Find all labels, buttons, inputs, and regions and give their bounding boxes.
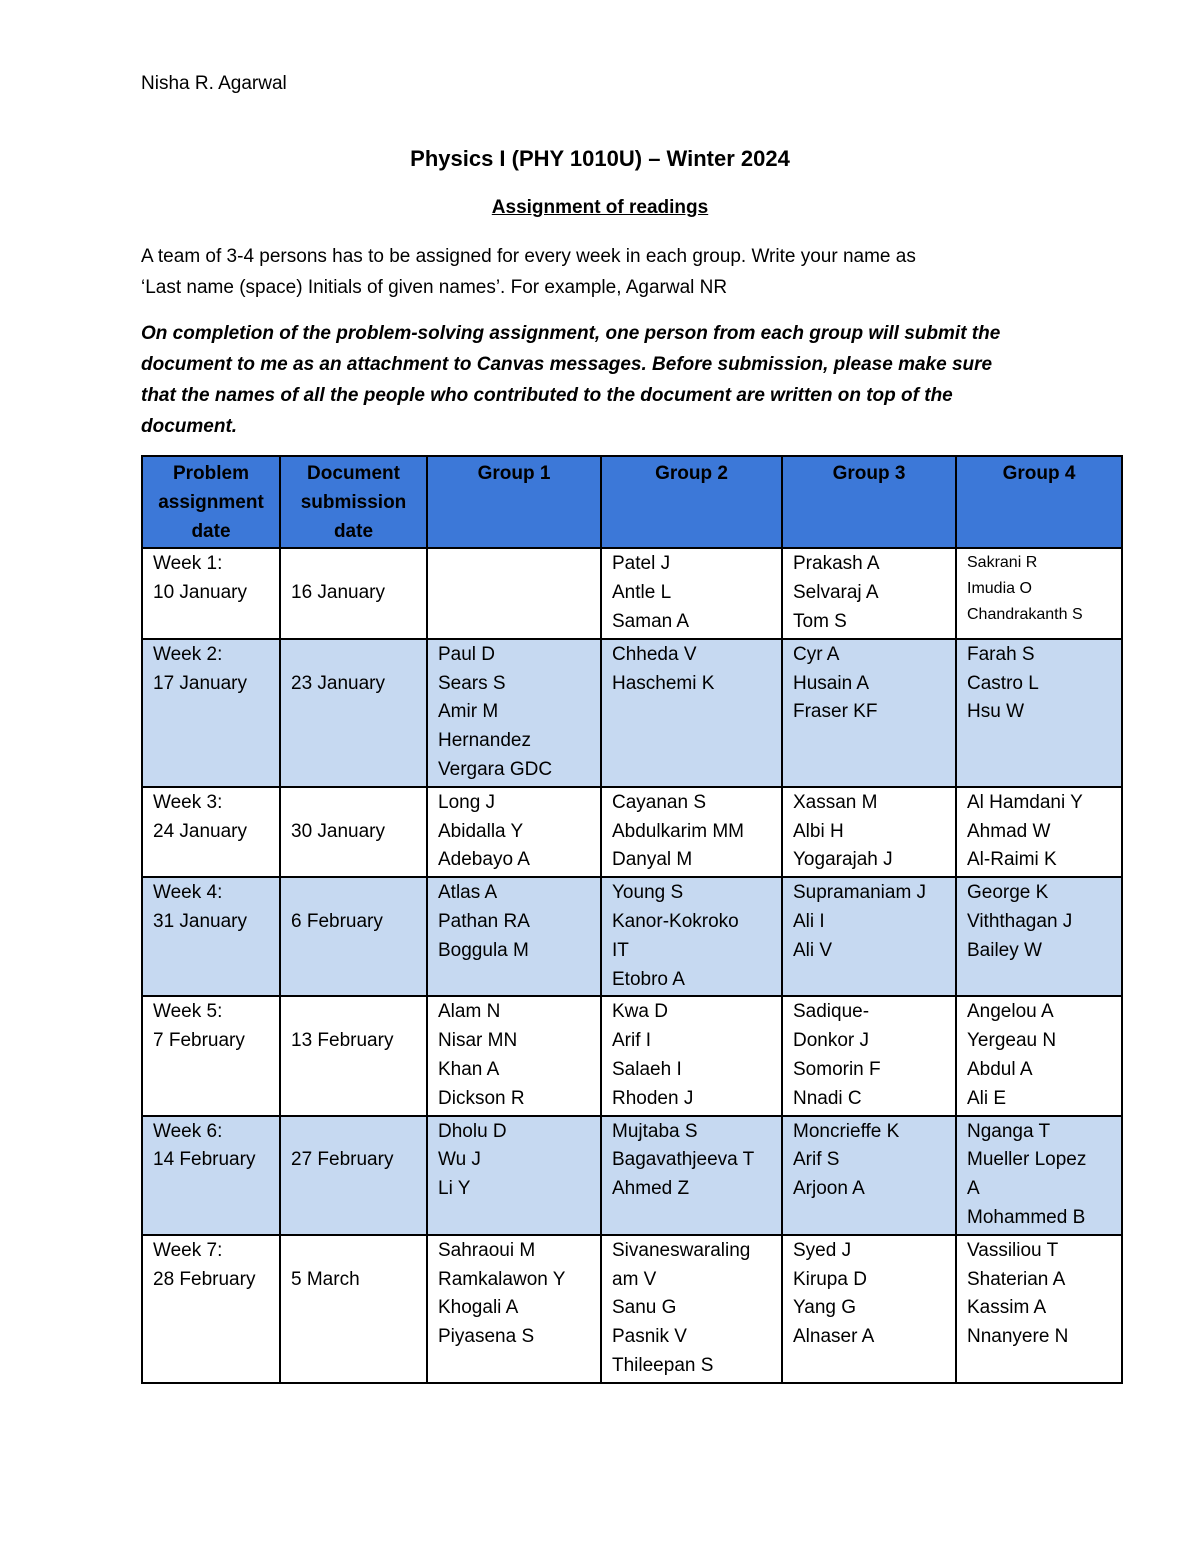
member-name: Kanor-Kokroko	[612, 910, 739, 932]
member-name: Chheda V	[612, 643, 697, 665]
member-name: Mueller Lopez	[967, 1149, 1087, 1171]
member-name: Abdulkarim MM	[612, 820, 744, 842]
member-name: Yergeau N	[967, 1030, 1057, 1052]
header-group-1: Group 1	[427, 456, 601, 548]
group-3-cell	[782, 877, 956, 996]
member-name: Arjoon A	[793, 1178, 865, 1200]
notice-line-4: document.	[141, 416, 238, 437]
member-name: Adebayo A	[438, 849, 530, 871]
member-name: Sivaneswaraling	[612, 1239, 751, 1261]
group-4-cell	[956, 787, 1122, 877]
table-row	[142, 639, 1122, 787]
cell-spacer	[291, 1118, 421, 1147]
week-line: Week 2:	[153, 643, 223, 665]
member-name: Danyal M	[612, 849, 693, 871]
member-name: Selvaraj A	[793, 582, 879, 604]
member-name: Nisar MN	[438, 1030, 518, 1052]
cell-spacer	[291, 1237, 421, 1266]
header-group-2: Group 2	[601, 456, 782, 548]
table-body	[142, 548, 1122, 1382]
table-row	[142, 787, 1122, 877]
member-name: Yogarajah J	[793, 849, 893, 871]
week-line: Week 7:	[153, 1239, 223, 1261]
group-2-cell	[601, 996, 782, 1115]
submission-date: 27 February	[291, 1149, 394, 1171]
member-name: Khogali A	[438, 1297, 519, 1319]
group-3-cell	[782, 996, 956, 1115]
week-line: 24 January	[153, 820, 248, 842]
member-name: Syed J	[793, 1239, 852, 1261]
member-name: Sadique-	[793, 1001, 870, 1023]
member-name: Vergara GDC	[438, 758, 553, 780]
table-row	[142, 1116, 1122, 1235]
table-row	[142, 877, 1122, 996]
week-line: 31 January	[153, 910, 248, 932]
week-line: Week 6:	[153, 1120, 223, 1142]
cell-spacer	[291, 998, 421, 1027]
member-name: Piyasena S	[438, 1326, 535, 1348]
member-name: Alam N	[438, 1001, 501, 1023]
group-2-cell	[601, 548, 782, 638]
week-line: Week 3:	[153, 791, 223, 813]
header-problem-assignment-date: Problem assignment date	[142, 456, 280, 548]
member-name: Donkor J	[793, 1030, 870, 1052]
table-row	[142, 1235, 1122, 1383]
week-line: Week 1:	[153, 553, 223, 575]
member-name: Boggula M	[438, 939, 529, 961]
member-name: Atlas A	[438, 882, 498, 904]
cell-spacer	[291, 879, 421, 908]
document-subtitle: Assignment of readings	[491, 197, 709, 218]
member-name: Vassiliou T	[967, 1239, 1059, 1261]
cell-spacer	[291, 550, 421, 579]
member-name: Li Y	[438, 1178, 471, 1200]
member-name: Antle L	[612, 582, 672, 604]
member-name: Arif I	[612, 1030, 652, 1052]
member-name: Patel J	[612, 553, 671, 575]
submission-date: 5 March	[291, 1268, 360, 1290]
table-row	[142, 548, 1122, 638]
member-name: Sears S	[438, 672, 506, 694]
member-name: Abidalla Y	[438, 820, 524, 842]
notice-line-2: document to me as an attachment to Canvas messages. Before submission, please make sure	[141, 354, 993, 375]
member-name: Hsu W	[967, 701, 1024, 723]
document-title: Physics I (PHY 1010U) – Winter 2024	[410, 146, 790, 171]
group-1-cell	[427, 639, 601, 787]
member-name: Cyr A	[793, 643, 840, 665]
submission-date-cell	[280, 548, 427, 638]
week-cell	[142, 996, 280, 1115]
notice-line-1: On completion of the problem-solving assignment, one person from each group will submit the	[141, 323, 1001, 344]
member-name: Shaterian A	[967, 1268, 1066, 1290]
member-name: Castro L	[967, 672, 1039, 694]
group-3-cell	[782, 1116, 956, 1235]
member-name: Al-Raimi K	[967, 849, 1057, 871]
reading-schedule-table	[141, 455, 1123, 1384]
member-name: Fraser KF	[793, 701, 878, 723]
submission-date-cell	[280, 996, 427, 1115]
group-1-cell	[427, 1235, 601, 1383]
week-line: 10 January	[153, 582, 248, 604]
group-3-cell	[782, 548, 956, 638]
group-3-cell	[782, 1235, 956, 1383]
member-name: Alnaser A	[793, 1326, 875, 1348]
member-name: Sakrani R	[967, 554, 1038, 572]
member-name: Pasnik V	[612, 1326, 687, 1348]
week-cell	[142, 1235, 280, 1383]
member-name: Cayanan S	[612, 791, 707, 813]
group-2-cell	[601, 877, 782, 996]
member-name: Kwa D	[612, 1001, 668, 1023]
member-name: Somorin F	[793, 1058, 881, 1080]
group-4-cell	[956, 1116, 1122, 1235]
member-name: Thileepan S	[612, 1354, 714, 1376]
member-name: Ali V	[793, 939, 833, 961]
group-4-cell	[956, 996, 1122, 1115]
member-name: Amir M	[438, 701, 499, 723]
submission-date: 16 January	[291, 582, 386, 604]
member-name: Nnadi C	[793, 1087, 862, 1109]
member-name: Sanu G	[612, 1297, 677, 1319]
member-name: Etobro A	[612, 968, 685, 990]
group-2-cell	[601, 639, 782, 787]
member-name: Ahmad W	[967, 820, 1051, 842]
submission-notice	[141, 318, 1076, 442]
group-2-cell	[601, 787, 782, 877]
group-4-cell	[956, 639, 1122, 787]
week-cell	[142, 787, 280, 877]
member-name: Bagavathjeeva T	[612, 1149, 755, 1171]
intro-line-1: A team of 3-4 persons has to be assigned for every week in each group. Write your name as	[141, 246, 916, 267]
member-name: Saman A	[612, 610, 690, 632]
table-header-row	[142, 456, 1122, 548]
member-name: Wu J	[438, 1149, 481, 1171]
member-name: Viththagan J	[967, 910, 1073, 932]
submission-date-cell	[280, 787, 427, 877]
submission-date: 13 February	[291, 1030, 394, 1052]
member-name: Nganga T	[967, 1120, 1051, 1142]
group-4-cell	[956, 877, 1122, 996]
week-cell	[142, 877, 280, 996]
member-name: Young S	[612, 882, 684, 904]
member-name: Kassim A	[967, 1297, 1047, 1319]
author-name: Nisha R. Agarwal	[141, 73, 287, 94]
submission-date: 6 February	[291, 910, 383, 932]
week-line: Week 5:	[153, 1001, 223, 1023]
member-name: Ali I	[793, 910, 825, 932]
member-name: Prakash A	[793, 553, 880, 575]
member-name: Al Hamdani Y	[967, 791, 1083, 813]
member-name: Haschemi K	[612, 672, 715, 694]
member-name: Angelou A	[967, 1001, 1054, 1023]
week-cell	[142, 1116, 280, 1235]
group-2-cell	[601, 1116, 782, 1235]
submission-date: 30 January	[291, 820, 386, 842]
member-name: Dickson R	[438, 1087, 525, 1109]
member-name: Bailey W	[967, 939, 1042, 961]
group-1-cell	[427, 1116, 601, 1235]
member-name: IT	[612, 939, 629, 961]
week-line: Week 4:	[153, 882, 223, 904]
member-name: Imudia O	[967, 580, 1032, 598]
member-name: Salaeh I	[612, 1058, 682, 1080]
group-1-cell	[427, 996, 601, 1115]
member-name: Xassan M	[793, 791, 878, 813]
notice-line-3: that the names of all the people who contributed to the document are written on top of the	[141, 385, 953, 406]
submission-date-cell	[280, 1116, 427, 1235]
cell-spacer	[291, 789, 421, 818]
member-name: Kirupa D	[793, 1268, 867, 1290]
group-3-cell	[782, 639, 956, 787]
member-name: Arif S	[793, 1149, 840, 1171]
member-name: Hernandez	[438, 730, 531, 752]
intro-paragraph	[141, 241, 1081, 303]
member-name: Sahraoui M	[438, 1239, 536, 1261]
group-1-cell	[427, 548, 601, 638]
member-name: A	[967, 1178, 980, 1200]
member-name: am V	[612, 1268, 657, 1290]
group-3-cell	[782, 787, 956, 877]
member-name: Ahmed Z	[612, 1178, 690, 1200]
submission-date-cell	[280, 877, 427, 996]
member-name: Nnanyere N	[967, 1326, 1069, 1348]
table-row	[142, 996, 1122, 1115]
week-cell	[142, 548, 280, 638]
member-name: Tom S	[793, 610, 847, 632]
member-name: Dholu D	[438, 1120, 507, 1142]
group-1-cell	[427, 877, 601, 996]
member-name: George K	[967, 882, 1049, 904]
member-name: Khan A	[438, 1058, 500, 1080]
group-4-cell	[956, 548, 1122, 638]
header-group-4: Group 4	[956, 456, 1122, 548]
member-name: Ramkalawon Y	[438, 1268, 566, 1290]
week-line: 14 February	[153, 1149, 256, 1171]
member-name: Paul D	[438, 643, 496, 665]
submission-date: 23 January	[291, 672, 386, 694]
submission-date-cell	[280, 639, 427, 787]
week-line: 7 February	[153, 1030, 245, 1052]
member-name: Ali E	[967, 1087, 1007, 1109]
member-name: Farah S	[967, 643, 1035, 665]
week-line: 17 January	[153, 672, 248, 694]
member-name: Long J	[438, 791, 496, 813]
member-name: Supramaniam J	[793, 882, 927, 904]
group-4-cell	[956, 1235, 1122, 1383]
member-name: Abdul A	[967, 1058, 1033, 1080]
member-name: Albi H	[793, 820, 844, 842]
intro-line-2: ‘Last name (space) Initials of given names’. For example, Agarwal NR	[141, 277, 728, 298]
header-group-3: Group 3	[782, 456, 956, 548]
week-cell	[142, 639, 280, 787]
cell-spacer	[291, 641, 421, 670]
member-name: Yang G	[793, 1297, 857, 1319]
member-name: Husain A	[793, 672, 870, 694]
week-line: 28 February	[153, 1268, 256, 1290]
group-1-cell	[427, 787, 601, 877]
member-name: Chandrakanth S	[967, 606, 1083, 624]
member-name: Moncrieffe K	[793, 1120, 900, 1142]
submission-date-cell	[280, 1235, 427, 1383]
group-2-cell	[601, 1235, 782, 1383]
member-name: Mujtaba S	[612, 1120, 698, 1142]
member-name: Pathan RA	[438, 910, 530, 932]
member-name: Rhoden J	[612, 1087, 694, 1109]
header-document-submission-date: Document submission date	[280, 456, 427, 548]
member-name: Mohammed B	[967, 1206, 1086, 1228]
